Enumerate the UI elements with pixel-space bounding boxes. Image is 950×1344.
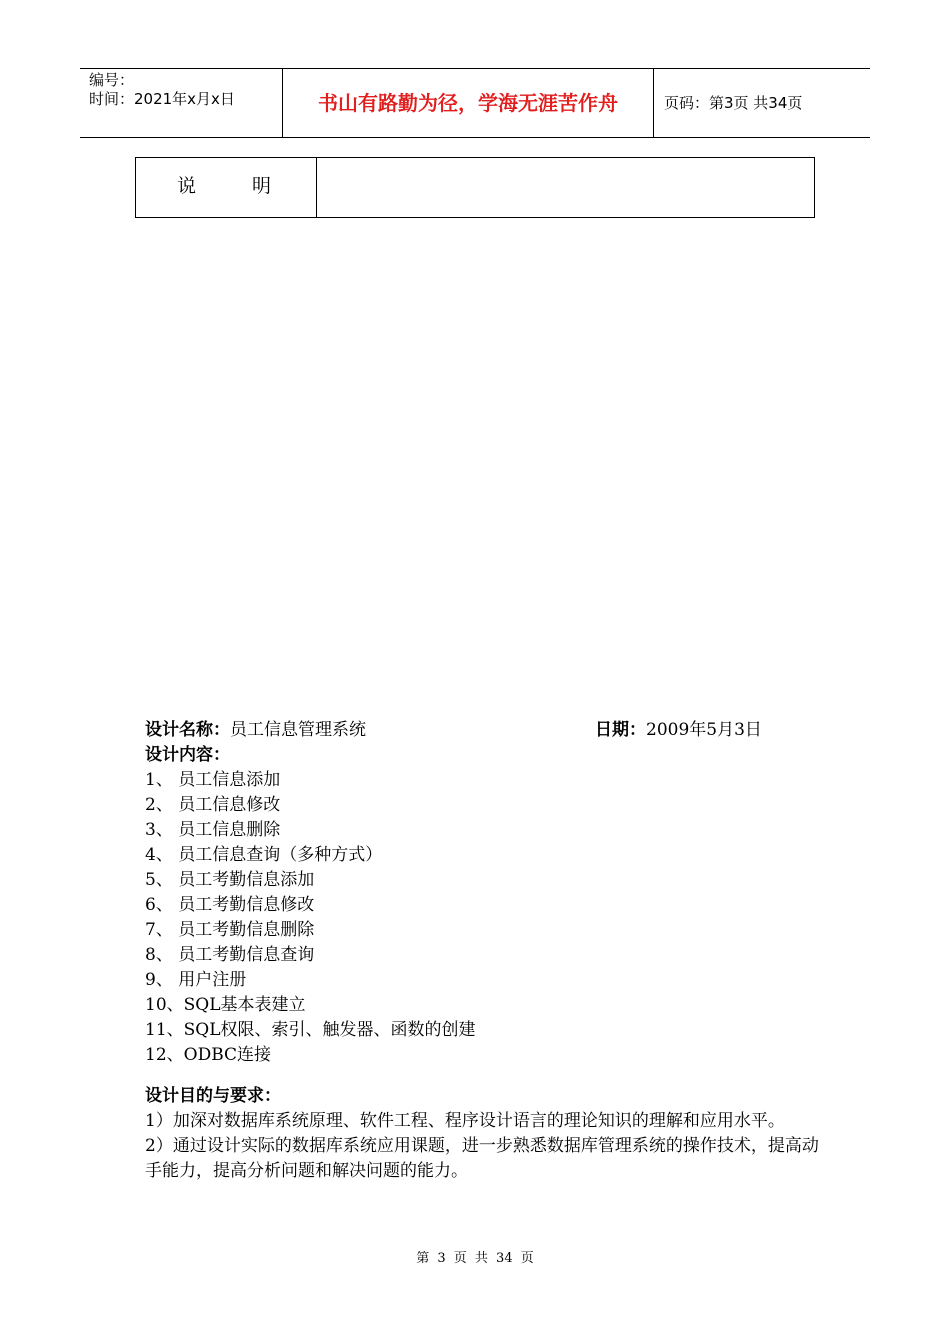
list-item: 9、 用户注册	[145, 970, 247, 990]
design-content-label: 设计内容：	[145, 745, 230, 765]
date-label: 日期：	[595, 720, 646, 740]
list-item: 10、SQL基本表建立	[145, 995, 306, 1015]
header-meta	[80, 69, 282, 137]
goal-paragraph: 2）通过设计实际的数据库系统应用课题，进一步熟悉数据库管理系统的操作技术，提高动手能力，提高分析问题和解决问题的能力。	[145, 1136, 819, 1181]
design-title-row	[145, 718, 825, 743]
page-header	[80, 68, 870, 138]
design-items-list	[145, 768, 825, 1068]
header-page-info: 页码：第3页 共34页	[664, 94, 803, 112]
design-goal-label: 设计目的与要求：	[145, 1086, 281, 1106]
list-item: 3、 员工信息删除	[145, 820, 281, 840]
explanation-table	[135, 157, 815, 218]
design-content	[145, 718, 825, 1184]
design-name-value: 员工信息管理系统	[230, 720, 366, 740]
design-date	[595, 718, 762, 743]
list-item: 7、 员工考勤信息删除	[145, 920, 315, 940]
page-footer: 第 3 页 共 34 页	[416, 1251, 534, 1266]
goal-paragraph: 1）加深对数据库系统原理、软件工程、程序设计语言的理论知识的理解和应用水平。	[145, 1111, 785, 1131]
list-item: 12、ODBC连接	[145, 1045, 272, 1065]
date-value: 2009年5月3日	[646, 720, 762, 740]
time-label: 时间：2021年x月x日	[89, 90, 235, 108]
list-item: 8、 员工考勤信息查询	[145, 945, 315, 965]
list-item: 2、 员工信息修改	[145, 795, 281, 815]
list-item: 1、 员工信息添加	[145, 770, 281, 790]
explanation-label: 说明	[136, 158, 317, 217]
design-name-label: 设计名称：	[145, 720, 230, 740]
list-item: 6、 员工考勤信息修改	[145, 895, 315, 915]
list-item: 5、 员工考勤信息添加	[145, 870, 315, 890]
header-motto: 书山有路勤为径，学海无涯苦作舟	[282, 69, 654, 137]
list-item: 4、 员工信息查询（多种方式）	[145, 845, 383, 865]
number-label: 编号：	[89, 71, 135, 89]
list-item: 11、SQL权限、索引、触发器、函数的创建	[145, 1020, 476, 1040]
